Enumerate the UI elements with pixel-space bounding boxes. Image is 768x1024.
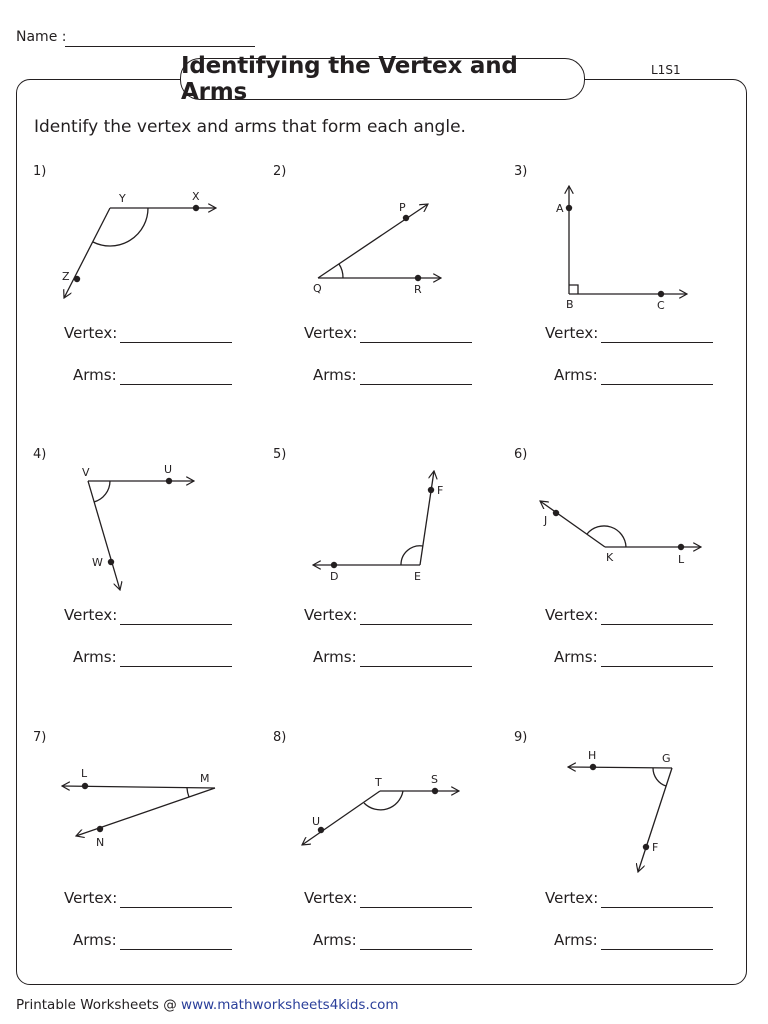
point-label: K [606, 551, 614, 564]
point-label: L [81, 767, 88, 780]
arms-label: Arms: [554, 931, 598, 949]
vertex-label: Vertex: [545, 889, 599, 907]
arms-label: Arms: [73, 366, 117, 384]
problem-number: 9) [514, 730, 528, 745]
problem-number: 6) [514, 447, 528, 462]
point-label: W [92, 556, 103, 569]
angle-figure-9 [568, 767, 672, 872]
point-label: F [652, 841, 659, 854]
point-label: Q [313, 282, 322, 295]
point-label: A [556, 202, 564, 215]
point-label: T [375, 776, 382, 789]
vertex-label: Vertex: [545, 324, 599, 342]
vertex-label: Vertex: [304, 324, 358, 342]
point-label: M [200, 772, 210, 785]
vertex-label: Vertex: [64, 324, 118, 342]
angle-figure-7 [62, 786, 215, 836]
point-label: Y [119, 192, 126, 205]
point-label: J [544, 514, 548, 527]
vertex-label: Vertex: [545, 606, 599, 624]
arms-label: Arms: [554, 366, 598, 384]
point-label: L [678, 553, 685, 566]
problem-number: 2) [273, 164, 287, 179]
point-label: U [164, 463, 173, 476]
angle-figure-6 [540, 501, 701, 547]
vertex-label: Vertex: [304, 889, 358, 907]
problem-number: 4) [33, 447, 47, 462]
point-label: G [662, 752, 671, 765]
arms-label: Arms: [313, 931, 357, 949]
point-label: U [312, 815, 321, 828]
footer-link[interactable]: www.mathworksheets4kids.com [181, 997, 399, 1013]
angle-figure-4 [88, 481, 194, 590]
point-label: E [414, 570, 421, 583]
arms-label: Arms: [313, 366, 357, 384]
worksheet-code: L1S1 [651, 63, 681, 77]
footer [16, 997, 399, 1013]
point-label: Z [62, 270, 70, 283]
problem-number: 1) [33, 164, 47, 179]
arms-label: Arms: [313, 648, 357, 666]
point-label: S [431, 773, 438, 786]
worksheet-title: Identifying the Vertex and Arms [180, 58, 585, 100]
angle-figure-5 [313, 471, 434, 565]
instructions: Identify the vertex and arms that form each angle. [34, 117, 466, 137]
problem-number: 7) [33, 730, 47, 745]
angle-figure-2 [318, 204, 441, 278]
point-label: R [414, 283, 422, 296]
vertex-label: Vertex: [64, 889, 118, 907]
angle-figure-1 [64, 208, 216, 298]
point-label: N [96, 836, 105, 849]
problem-number: 3) [514, 164, 528, 179]
vertex-label: Vertex: [64, 606, 118, 624]
footer-prefix: Printable Worksheets @ [16, 997, 182, 1013]
arms-label: Arms: [73, 648, 117, 666]
angle-figure-3 [569, 186, 687, 294]
point-label: V [82, 466, 90, 479]
arms-label: Arms: [554, 648, 598, 666]
arms-label: Arms: [73, 931, 117, 949]
problem-number: 5) [273, 447, 287, 462]
point-label: F [437, 484, 444, 497]
point-label: B [566, 298, 574, 311]
point-label: H [588, 749, 597, 762]
point-label: X [192, 190, 200, 203]
vertex-label: Vertex: [304, 606, 358, 624]
point-label: D [330, 570, 339, 583]
point-label: P [399, 201, 406, 214]
point-label: C [657, 299, 665, 312]
problem-number: 8) [273, 730, 287, 745]
angle-figure-8 [302, 791, 459, 845]
name-label: Name : [16, 29, 67, 45]
